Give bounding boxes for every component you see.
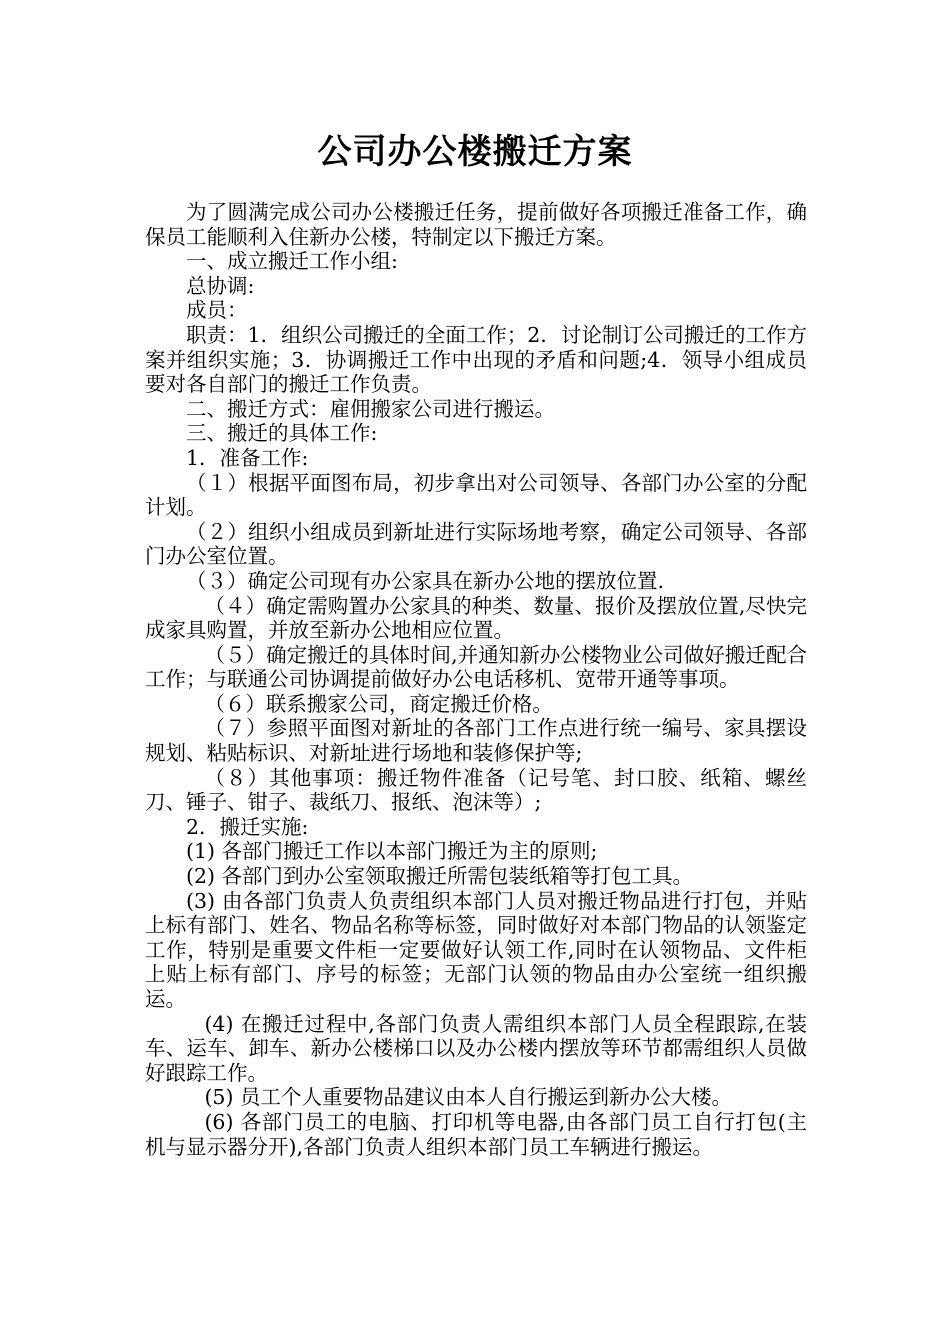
subsection-implementation: 2．搬迁实施: — [186, 814, 309, 839]
prep-item-1: （１）根据平面图布局，初步拿出对公司领导、各部门办公室的分配计划。 — [145, 470, 807, 520]
section-heading-3: 三、搬迁的具体工作: — [186, 421, 378, 446]
coordinator-line: 总协调: — [186, 273, 255, 298]
subsection-preparation: 1．准备工作: — [186, 445, 309, 470]
prep-item-4: （４）确定需购置办公家具的种类、数量、报价及摆放位置,尽快完成家具购置，并放至新办公地相应位置。 — [145, 593, 807, 643]
intro-paragraph: 为了圆满完成公司办公楼搬迁任务，提前做好各项搬迁准备工作，确保员工能顺利入住新办公楼，特制定以下搬迁方案。 — [145, 200, 807, 249]
prep-item-6: （６）联系搬家公司，商定搬迁价格。 — [204, 691, 553, 716]
prep-item-8: （８）其他事项：搬迁物件准备（记号笔、封口胶、纸箱、螺丝刀、锤子、钳子、裁纸刀、报纸、泡沫等）; — [145, 765, 807, 815]
prep-item-7: （７）参照平面图对新址的各部门工作点进行统一编号、家具摆设规划、粘贴标识、对新址进行场地和装修保护等; — [145, 716, 807, 766]
impl-item-3: (3) 由各部门负责人负责组织本部门人员对搬迁物品进行打包，并贴上标有部门、姓名、物品名称等标签，同时做好对本部门物品的认领鉴定工作，特别是重要文件柜一定要做好认领工作,同时在认领物品、文件柜上贴上标有部门、序号的标签；无部门认领的物品由办公室统一组织搬运。 — [145, 888, 807, 1011]
document-title: 公司办公楼搬迁方案 — [317, 132, 633, 172]
duties-paragraph: 职责：1．组织公司搬迁的全面工作；2．讨论制订公司搬迁的工作方案并组织实施；3．协调搬迁工作中出现的矛盾和问题;4．领导小组成员要对各自部门的搬迁工作负责。 — [145, 322, 807, 397]
impl-item-6: (6) 各部门员工的电脑、打印机等电器,由各部门员工自行打包(主机与显示器分开),各部门负责人组织本部门员工车辆进行搬运。 — [145, 1109, 807, 1159]
document-body — [145, 200, 807, 1159]
impl-item-4: (4) 在搬迁过程中,各部门负责人需组织本部门人员全程跟踪,在装车、运车、卸车、新办公楼梯口以及办公楼内摆放等环节都需组织人员做好跟踪工作。 — [145, 1011, 807, 1085]
prep-item-2: （２）组织小组成员到新址进行实际场地考察，确定公司领导、各部门办公室位置。 — [145, 519, 807, 569]
impl-item-2: (2) 各部门到办公室领取搬迁所需包装纸箱等打包工具。 — [186, 864, 694, 889]
impl-item-1: (1) 各部门搬迁工作以本部门搬迁为主的原则; — [186, 839, 598, 864]
prep-item-5: （５）确定搬迁的具体时间,并通知新办公楼物业公司做好搬迁配合工作；与联通公司协调提前做好办公电话移机、宽带开通等事项。 — [145, 642, 807, 692]
impl-item-5: (5) 员工个人重要物品建议由本人自行搬运到新办公大楼。 — [204, 1085, 732, 1110]
prep-item-3: （３）确定公司现有办公家具在新办公地的摆放位置. — [186, 568, 665, 593]
members-line: 成员： — [186, 298, 248, 323]
section-heading-2: 二、搬迁方式：雇佣搬家公司进行搬运。 — [186, 396, 555, 421]
section-heading-1: 一、成立搬迁工作小组: — [186, 249, 398, 274]
